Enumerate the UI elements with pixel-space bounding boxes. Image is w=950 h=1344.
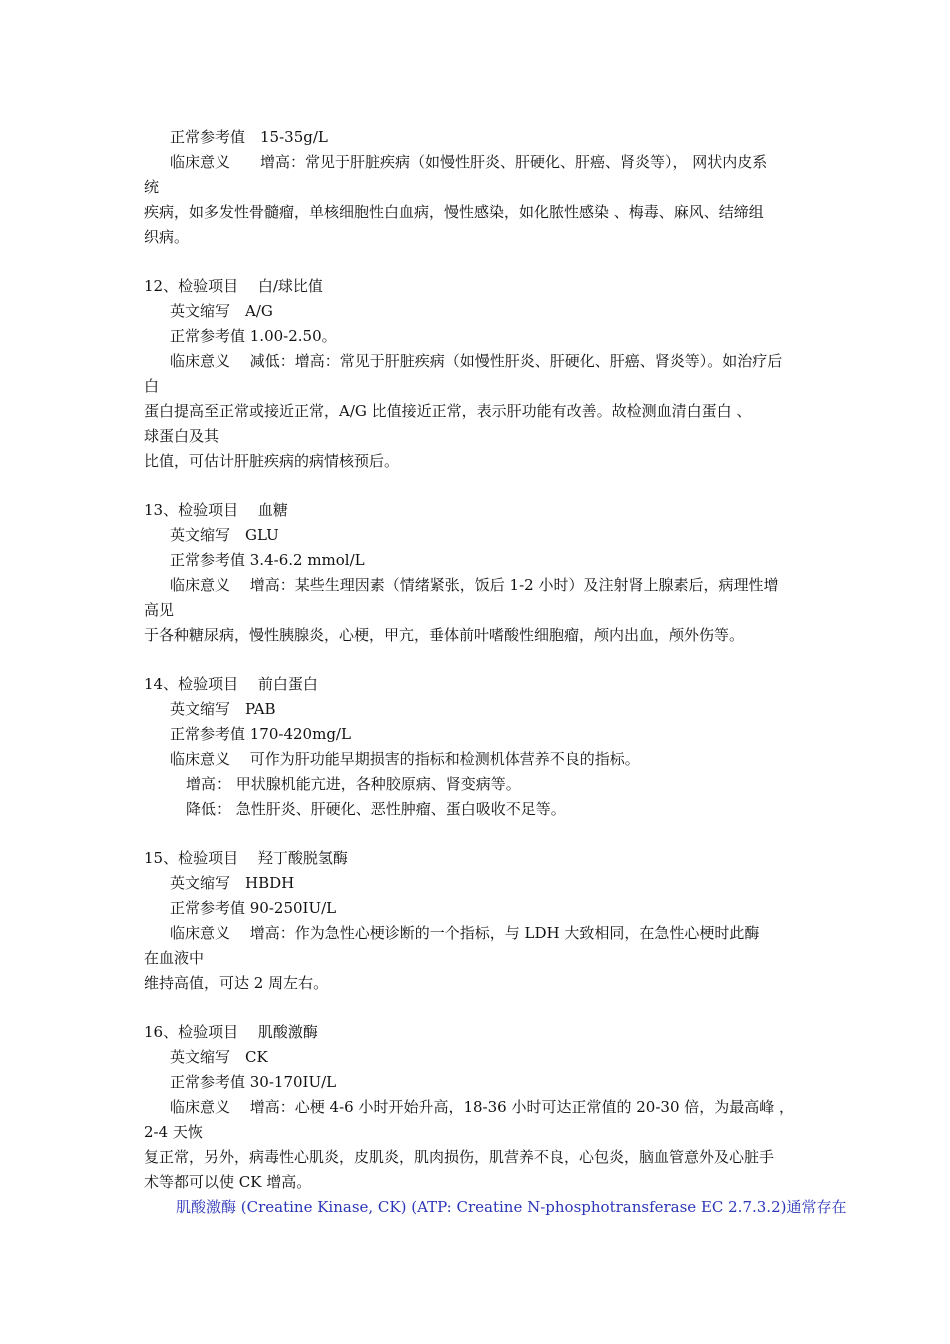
text-line: 增高： 甲状腺机能亢进，各种胶原病、肾变病等。 <box>186 775 521 793</box>
text-line: 英文缩写 HBDH <box>170 874 295 892</box>
text-line: 术等都可以使 CK 增高。 <box>144 1173 312 1191</box>
text-line: 正常参考值 3.4-6.2 mmol/L <box>170 551 365 569</box>
text-line: 统 <box>144 178 160 196</box>
text-line: 英文缩写 A/G <box>170 302 273 320</box>
text-line: 2-4 天恢 <box>144 1123 203 1141</box>
text-line: 于各种糖尿病，慢性胰腺炎，心梗，甲亢，垂体前叶嗜酸性细胞瘤，颅内出血，颅外伤等。 <box>144 626 745 644</box>
text-line: 降低： 急性肝炎、肝硬化、恶性肿瘤、蛋白吸收不足等。 <box>186 800 566 818</box>
section-heading: 15、检验项目 羟丁酸脱氢酶 <box>144 849 348 867</box>
text-line: 英文缩写 CK <box>170 1048 268 1066</box>
text-line: 蛋白提高至正常或接近正常，A/G 比值接近正常，表示肝功能有改善。故检测血清白蛋白 、 <box>144 402 752 420</box>
text-line: 球蛋白及其 <box>144 427 220 445</box>
text-line: 临床意义 增高：某些生理因素（情绪紧张，饭后 1-2 小时）及注射肾上腺素后，病理性增 <box>170 576 779 594</box>
text-line: 英文缩写 GLU <box>170 526 279 544</box>
text-line: 复正常，另外，病毒性心肌炎，皮肌炎，肌肉损伤，肌营养不良，心包炎，脑血管意外及心脏手 <box>144 1148 775 1166</box>
text-line: 临床意义 可作为肝功能早期损害的指标和检测机体营养不良的指标。 <box>170 750 640 768</box>
text-line: 比值，可估计肝脏疾病的病情核预后。 <box>144 452 400 470</box>
text-line: 白 <box>144 377 160 395</box>
text-line: 高见 <box>144 601 175 619</box>
text-line: 正常参考值 15-35g/L <box>170 128 328 146</box>
section-heading: 16、检验项目 肌酸激酶 <box>144 1023 318 1041</box>
text-line: 维持高值，可达 2 周左右。 <box>144 974 329 992</box>
text-line: 疾病，如多发性骨髓瘤，单核细胞性白血病，慢性感染，如化脓性感染 、梅毒、麻风、结缔组 <box>144 203 764 221</box>
section-heading: 12、检验项目 白/球比值 <box>144 277 323 295</box>
text-line: 临床意义 增高：作为急性心梗诊断的一个指标，与 LDH 大致相同，在急性心梗时此酶 <box>170 924 760 942</box>
text-line: 在血液中 <box>144 949 205 967</box>
text-line: 正常参考值 90-250IU/L <box>170 899 337 917</box>
highlighted-text-line: 肌酸激酶 (Creatine Kinase, CK) (ATP: Creatine N-phosphotransferase EC 2.7.3.2)通常存在 <box>176 1198 847 1216</box>
text-line: 英文缩写 PAB <box>170 700 276 718</box>
section-heading: 13、检验项目 血糖 <box>144 501 288 519</box>
text-line: 临床意义 减低：增高：常见于肝脏疾病（如慢性肝炎、肝硬化、肝癌、肾炎等）。如治疗后 <box>170 352 783 370</box>
text-line: 正常参考值 1.00-2.50。 <box>170 327 337 345</box>
text-line: 正常参考值 30-170IU/L <box>170 1073 337 1091</box>
text-line: 织病。 <box>144 228 190 246</box>
section-heading: 14、检验项目 前白蛋白 <box>144 675 318 693</box>
text-line: 正常参考值 170-420mg/L <box>170 725 351 743</box>
text-line: 临床意义 增高：常见于肝脏疾病（如慢性肝炎、肝硬化、肝癌、肾炎等）， 网状内皮系 <box>170 153 768 171</box>
text-line: 临床意义 增高：心梗 4-6 小时开始升高，18-36 小时可达正常值的 20-30 倍，为最高峰 ， <box>170 1098 795 1116</box>
